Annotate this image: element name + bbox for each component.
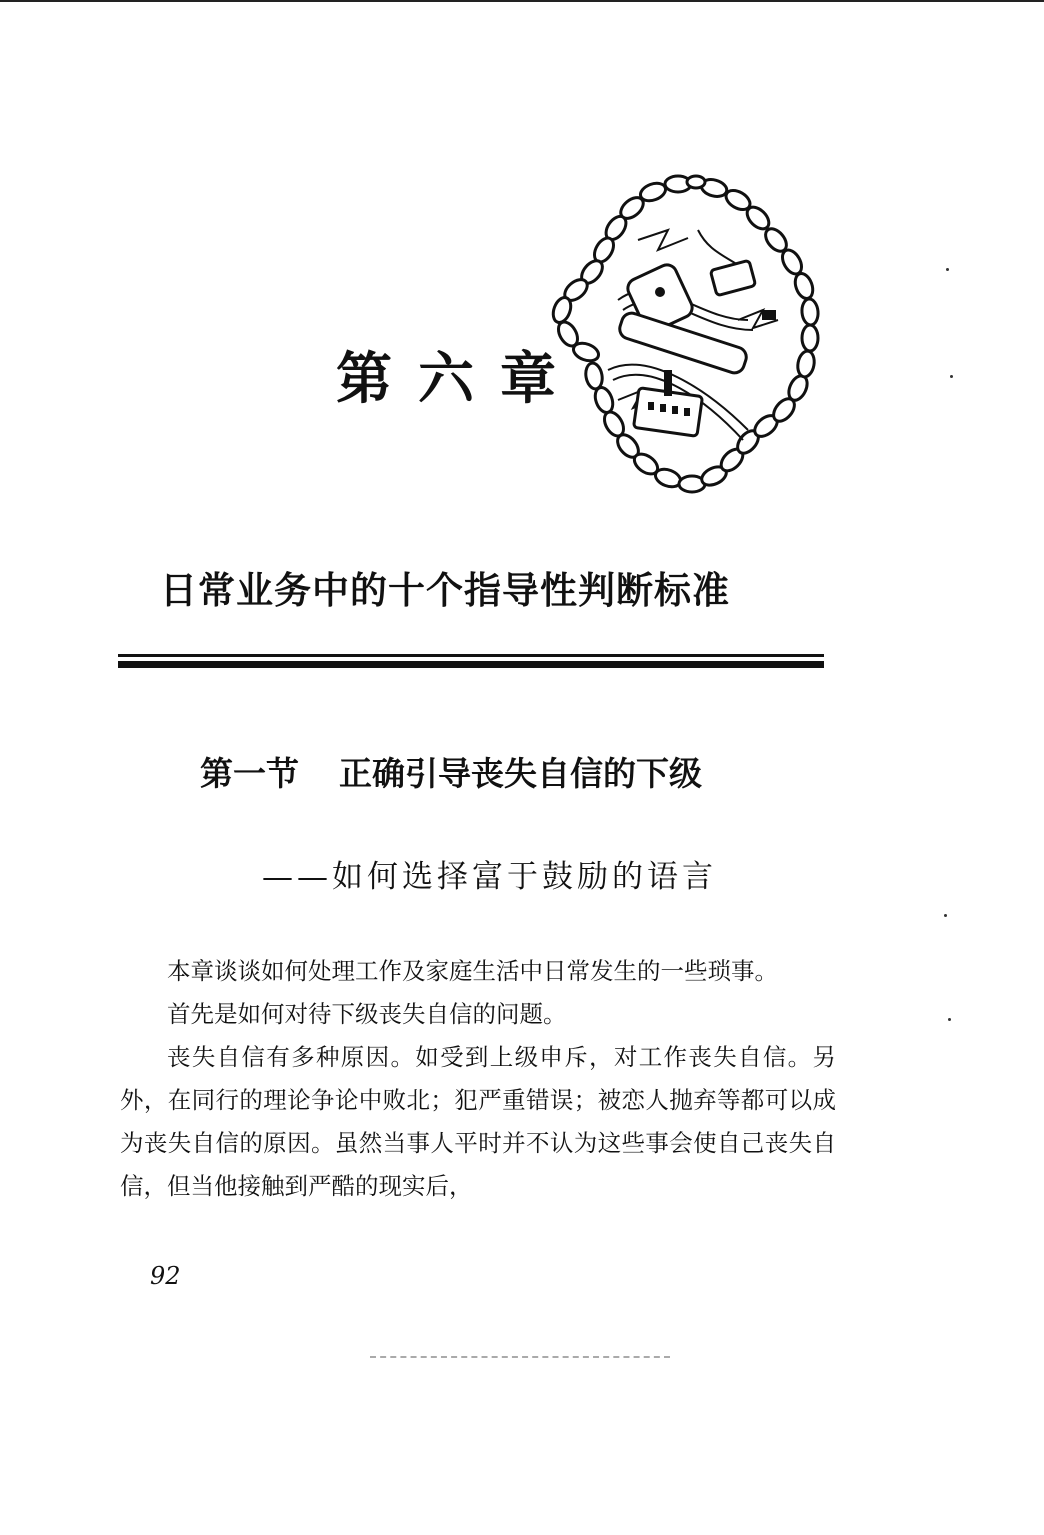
- body-paragraph: 丧失自信有多种原因。如受到上级申斥，对工作丧失自信。另外，在同行的理论争论中败北；犯严重错误；被恋人抛弃等都可以成为丧失自信的原因。虽然当事人平时并不认为这些事会使自己丧失自信，但当他接触到严酷的现实后，: [120, 1043, 836, 1200]
- body-text: [120, 950, 836, 1208]
- chapter-illustration: [548, 170, 838, 510]
- page-top-edge: [0, 0, 1044, 2]
- title-divider-thick: [118, 661, 824, 668]
- section-title: 正确引导丧失自信的下级: [339, 754, 702, 793]
- section-heading: [200, 754, 702, 793]
- body-paragraph: 首先是如何对待下级丧失自信的问题。: [167, 1000, 567, 1028]
- scan-artifact-line: [370, 1356, 670, 1360]
- chapter-title: 第六章: [336, 347, 582, 412]
- page-number: 92: [150, 1262, 181, 1290]
- scan-speck: [950, 375, 953, 378]
- scan-speck: [944, 914, 947, 917]
- body-paragraph: 本章谈谈如何处理工作及家庭生活中日常发生的一些琐事。: [167, 957, 778, 985]
- chapter-subtitle: 日常业务中的十个指导性判断标准: [160, 569, 730, 612]
- scan-speck: [946, 268, 949, 271]
- scan-speck: [948, 1018, 951, 1021]
- necklace-plug-icon: [548, 170, 838, 510]
- title-divider-thin: [118, 654, 824, 657]
- section-subtitle: ——如何选择富于鼓励的语言: [262, 859, 717, 895]
- section-number: 第一节: [200, 754, 299, 793]
